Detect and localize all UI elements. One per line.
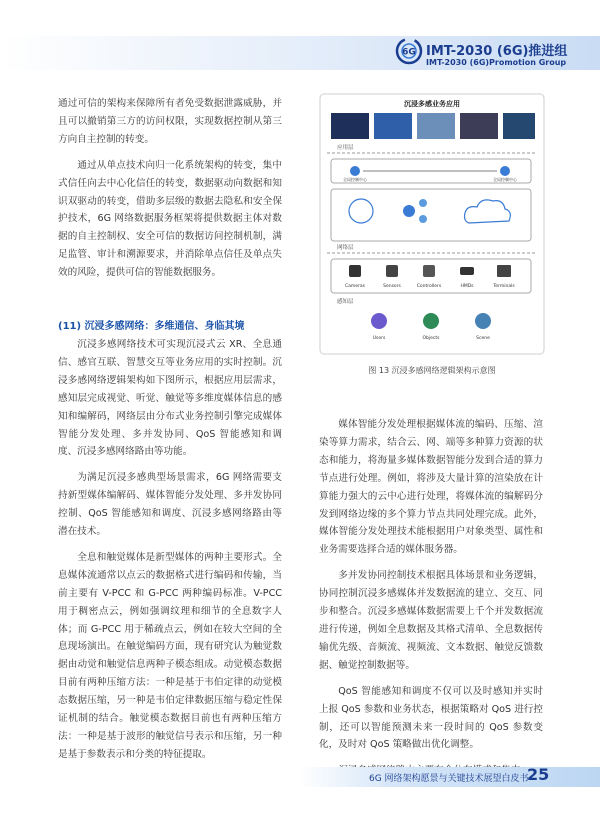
device-label: Terminals: [493, 284, 515, 289]
terminal-icon: [497, 265, 511, 277]
logo-text: 6G: [402, 47, 416, 58]
source-label: Users: [372, 336, 386, 341]
paragraph: 通过可信的架构来保障所有者免受数据泄露威胁，并且可以撤销第三方的访问权限，实现数据控制从第三方向自主控制的转变。: [58, 98, 282, 145]
header-title: IMT-2030 (6G)推进组: [426, 44, 568, 59]
scene-icon: [475, 313, 491, 329]
camera-icon: [349, 265, 361, 277]
server-icon: [500, 166, 510, 176]
sensor-icon: [386, 265, 398, 277]
paragraph: 多并发协同控制技术根据具体场景和业务逻辑，协同控制沉浸多感媒体并发数据流的建立、交互、同步和整合。沉浸多感媒体数据需要上千个并发数据流进行传递，例如全息数据及其格式清单、全息数据传输优先级、音频流、视频流、文本数据、触觉反馈数据、触觉控制数据等。: [319, 570, 543, 671]
app-image: [460, 113, 498, 139]
node-icon: [419, 215, 427, 223]
network-layer-label: 网络层: [337, 245, 354, 251]
paragraph: 为满足沉浸多感典型场景需求，6G 网络需要支持新型媒体编解码、媒体智能分发处理、多并发协同控制、QoS 智能感知和调度、沉浸多感网络路由等潜在技术。: [58, 472, 282, 538]
figure-title: 沉浸多感业务应用: [404, 100, 460, 108]
sense-layer-label: 感知层: [337, 299, 354, 305]
node-icon: [403, 205, 415, 217]
paragraph: 全息和触觉媒体是新型媒体的两种主要形式。全息媒体流通常以点云的数据格式进行编码和传输，当前主要有 V-PCC 和 G-PCC 两种编码标准。V-PCC 用于稠密点云，例如强调纹理和细节的全息数字人体；而 G-PCC 用于稀疏点云，例如在较大空间的全息现场演出。在触觉编码方面，现有研究认为触觉数据由动觉和触觉信息两种子模态组成。动觉模态数据目前有两种压缩方法：一种是基于韦伯定律的动觉模态数据压缩，另一种是韦伯定律数据压缩与稳定性保证机制的结合。触觉模态数据目前也有两种压缩方法：一种是基于波形的触觉信号表示和压缩，另一种是基于参数表示和分类的特征提取。: [58, 551, 282, 760]
source-label: Scene: [476, 336, 490, 341]
device-label: HMDs: [460, 284, 474, 289]
page-number: 25: [527, 765, 550, 784]
paragraph: QoS 智能感知和调度不仅可以及时感知并实时上报 QoS 参数和业务状态，根据策略对 QoS 进行控制，还可以智能预测未来一段时间的 QoS 参数变化，及时对 QoS 策略做出优化调整。: [319, 685, 543, 751]
app-image: [417, 113, 455, 139]
device-label: Cameras: [344, 284, 366, 289]
app-layer-label: 应用层: [337, 145, 354, 151]
hmd-icon: [460, 267, 474, 275]
footer-title: 6G 网络架构愿景与关键技术展望白皮书: [369, 774, 529, 784]
figure-caption: 图 13 沉浸多感网络逻辑架构示意图: [368, 366, 496, 375]
paragraph: 通过从单点技术向归一化系统架构的转变，集中式信任向去中心化信任的转变，数据驱动向数据和知识双驱动的转变，借助多层级的数据去隐私和安全保护技术，6G 网络数据服务框架将提供数据主体对数据的自主控制权、安全可信的数据访问控制机制，满足监管、审计和溯源要求，并消除单点信任及单点失效的风险，提供可信的智能数据服务。: [58, 159, 282, 279]
device-label: Sensors: [383, 284, 401, 289]
net-node-label: 全局控制中心: [343, 177, 367, 182]
paragraph: 媒体智能分发处理根据媒体流的编码、压缩、渲染等算力需求，结合云、网、端等多种算力资源的状态和能力，将海量多媒体数据智能分发到合适的算力节点进行处理。例如，将涉及大量计算的渲染放在计算能力强大的云中心进行处理，将媒体流的编解码分发到网络边缘的多个算力节点共同处理完成。此外，媒体智能分发处理技术能根据用户对象类型、属性和业务需要选择合适的媒体服务器。: [319, 419, 543, 556]
app-image: [331, 113, 369, 139]
net-node-label: 全局控制中心: [493, 177, 517, 182]
users-icon: [371, 313, 387, 329]
source-label: Objects: [422, 336, 440, 341]
left-column: [58, 95, 282, 764]
app-image: [374, 113, 412, 139]
device-label: Controllers: [416, 284, 442, 289]
node-icon: [419, 199, 427, 207]
architecture-figure: [319, 93, 545, 355]
imt-logo-icon: [394, 36, 424, 66]
paragraph: 沉浸多感网络技术可实现沉浸式云 XR、全息通信、感官互联、智慧交互等业务应用的实时控制。沉浸多感网络逻辑架构如下图所示，根据应用层需求，感知层完成视觉、听觉、触觉等多维度媒体信息的感知和编解码，网络层由分布式业务控制引擎完成媒体智能分发处理、多并发协同、QoS 智能感知和调度、沉浸多感网络路由等功能。: [58, 338, 282, 458]
app-image: [503, 113, 535, 139]
objects-icon: [423, 313, 439, 329]
section-heading: (11) 沉浸多感网络：多维通信、身临其境: [58, 321, 245, 333]
controller-icon: [423, 265, 435, 277]
server-icon: [350, 166, 360, 176]
right-column: [319, 416, 543, 780]
header-subtitle: IMT-2030 (6G)Promotion Group: [426, 58, 567, 67]
